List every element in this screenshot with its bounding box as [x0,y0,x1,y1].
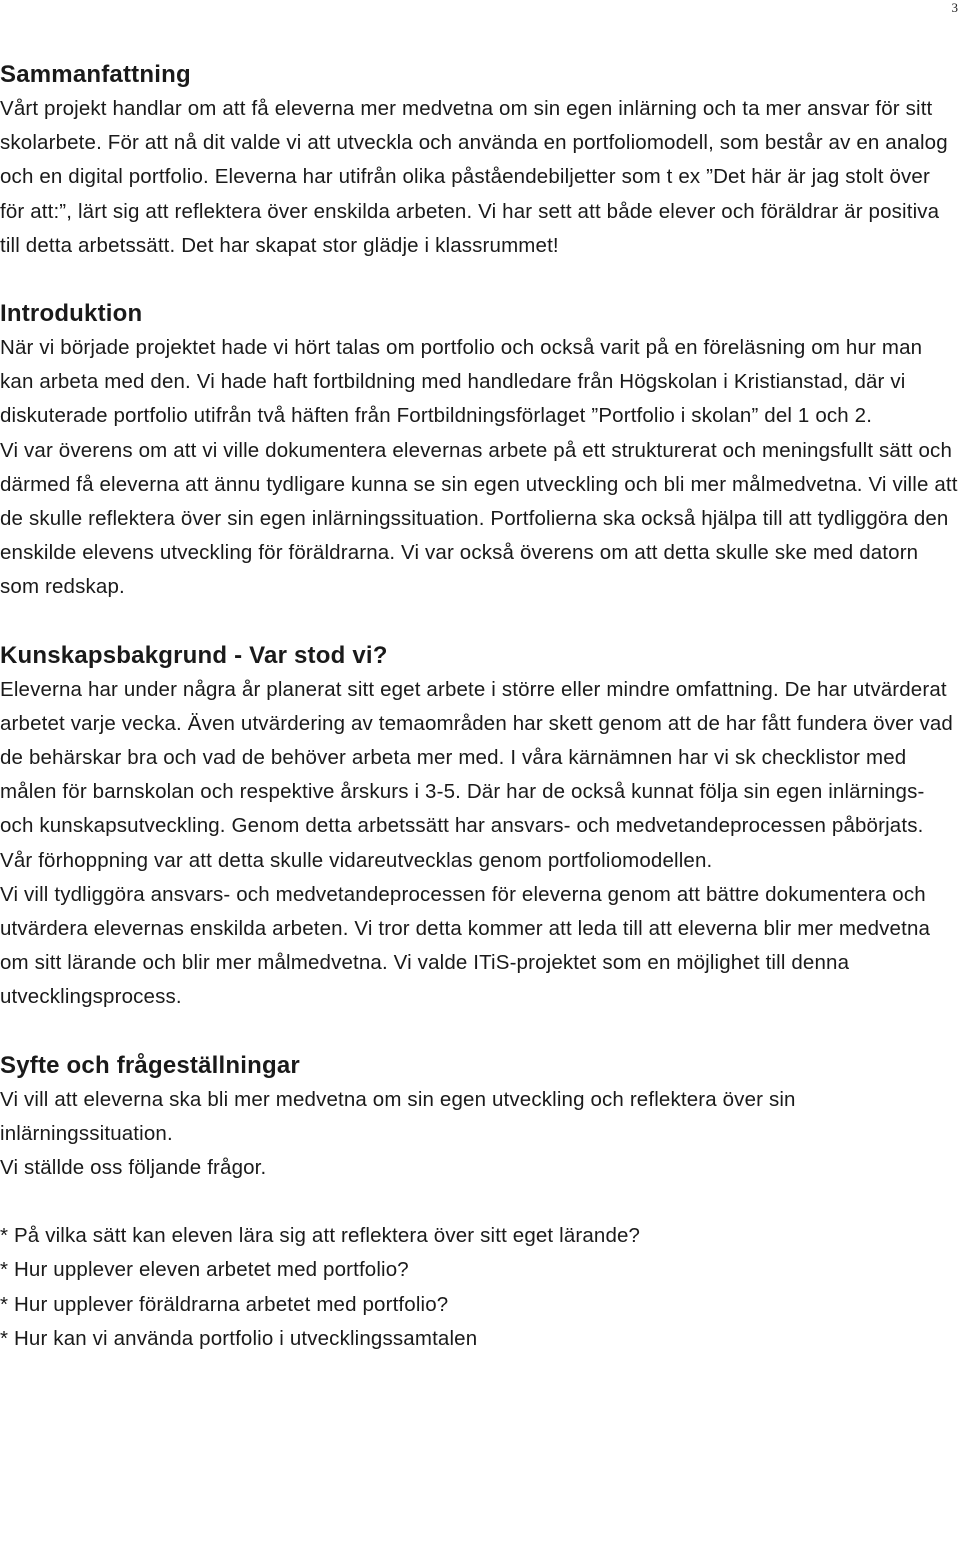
section-sammanfattning [0,58,958,263]
paragraph: Vi vill tydliggöra ansvars- och medvetandeprocessen för eleverna genom att bättre dokumentera och utvärdera elevernas enskilda arbeten. Vi tror detta kommer att leda till att eleverna blir mer medvetna om sitt lärande och blir mer målmedvetna. Vi valde ITiS-projektet som en möjlighet till denna utvecklingsprocess. [0,882,931,1009]
paragraph: När vi började projektet hade vi hört talas om portfolio och också varit på en föreläsning om hur man kan arbeta med den. Vi hade haft fortbildning med handledare från Högskolan i Kristianstad, där vi diskuterade portfolio utifrån två häften från Fortbildningsförlaget ”Portfolio i skolan” del 1 och 2. [0,336,923,428]
list-item: * Hur upplever föräldrarna arbetet med portfolio? [0,1292,449,1316]
section-heading: Introduktion [0,300,143,328]
section-kunskapsbakgrund [0,639,958,1015]
list-item: * På vilka sätt kan eleven lära sig att reflektera över sitt eget lärande? [0,1224,641,1248]
section-heading: Syfte och frågeställningar [0,1051,300,1079]
question-list [0,1219,958,1356]
section-heading: Sammanfattning [0,61,191,88]
paragraph: Vi ställde oss följande frågor. [0,1156,267,1180]
list-item: * Hur upplever eleven arbetet med portfolio? [0,1258,409,1282]
section-heading: Kunskapsbakgrund - Var stod vi? [0,641,388,669]
paragraph: Vi var överens om att vi ville dokumentera elevernas arbete på ett strukturerat och meningsfullt sätt och därmed få eleverna att ännu tydligare kunna se sin egen utveckling och bli mer målmedvetna. Vi ville att de skulle reflektera över sin egen inlärningssituation. Portfolierna ska också hjälpa till att tydliggöra den enskilde elevens utveckling för föräldrarna. Vi var också överens om att detta skulle ske med datorn som redskap. [0,438,958,599]
section-syfte [0,1049,958,1356]
page-number: 3 [951,0,958,15]
document-body [0,58,958,1356]
section-introduktion [0,297,958,605]
list-item: * Hur kan vi använda portfolio i utvecklingssamtalen [0,1326,478,1350]
paragraph: Vårt projekt handlar om att få eleverna mer medvetna om sin egen inlärning och ta mer ansvar för sitt skolarbete. För att nå dit valde vi att utveckla och använda en portfoliomodell, som består av en analog och en digital portfolio. Eleverna har utifrån olika påståendebiljetter som t ex ”Det här är jag stolt över för att:”, lärt sig att reflektera över enskilda arbeten. Vi har sett att både elever och föräldrar är positiva till detta arbetssätt. Det har skapat stor glädje i klassrummet! [0,97,948,257]
paragraph: Eleverna har under några år planerat sitt eget arbete i större eller mindre omfattning. De har utvärderat arbetet varje vecka. Även utvärdering av temaområden har skett genom att de har fått fundera över vad de behärskar bra och vad de behöver arbeta mer med. I våra kärnämnen har vi sk checklistor med målen för barnskolan och respektive årskurs i 3-5. Där har de också kunnat följa sin egen inlärnings- och kunskapsutveckling. Genom detta arbetssätt har ansvars- och medvetandeprocessen påbörjats. Vår förhoppning var att detta skulle vidareutvecklas genom portfoliomodellen. [0,677,953,872]
paragraph: Vi vill att eleverna ska bli mer medvetna om sin egen utveckling och reflektera över sin inlärningssituation. [0,1087,796,1145]
